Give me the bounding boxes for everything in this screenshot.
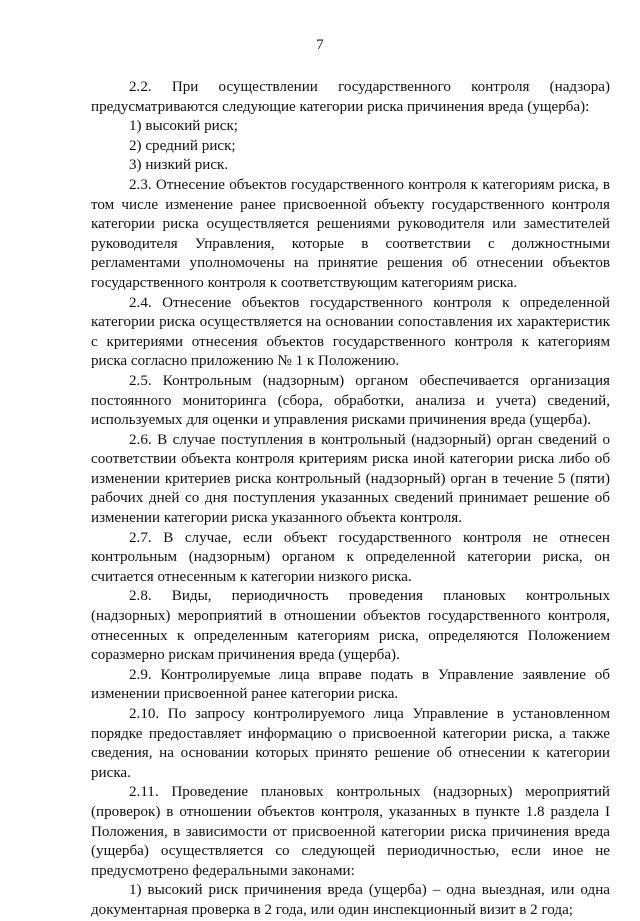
list-item-medium-risk: 2) средний риск;: [129, 137, 236, 154]
paragraph-2-7: 2.7. В случае, если объект государственного контроля не отнесен контрольным (надзорным) органом к определенной категории риска, он считается отнесенным к категории низкого риска.: [91, 529, 610, 585]
paragraph-2-9: 2.9. Контролируемые лица вправе подать в Управление заявление об изменении присвоенной ранее категории риска.: [91, 666, 610, 703]
paragraph-2-11-item-1: 1) высокий риск причинения вреда (ущерба) – одна выездная, или одна документарная проверка в 2 года, или один инспекционный визит в 2 года;: [91, 882, 610, 918]
paragraph-2-4: 2.4. Отнесение объектов государственного контроля к определенной категории риска осуществляется на основании сопоставления их характеристик с критериями отнесения объектов государственного контроля к категориям риска согласно приложению № 1 к Положению.: [91, 294, 610, 370]
paragraph-2-5: 2.5. Контрольным (надзорным) органом обеспечивается организация постоянного мониторинга (сбора, обработки, анализа и учета) сведений, используемых для оценки и управления рисками причинения вреда (ущерба).: [91, 372, 610, 429]
list-item-high-risk: 1) высокий риск;: [129, 118, 238, 135]
paragraph-2-2: 2.2. При осуществлении государственного контроля (надзора) предусматриваются следующие категории риска причинения вреда (ущерба):: [91, 79, 610, 115]
document-body: [91, 78, 610, 921]
paragraph-2-6: 2.6. В случае поступления в контрольный (надзорный) орган сведений о соответствии объекта контроля критериям риска иной категории риска либо об изменении критериев риска контрольный (надзорный) орган в течение 5 (пяти) рабочих дней со дня поступления указанных сведений принимает решение об изменении категории риска указанного объекта контроля.: [91, 431, 610, 527]
paragraph-2-11: 2.11. Проведение плановых контрольных (надзорных) мероприятий (проверок) в отношении объектов контроля, указанных в пункте 1.8 раздела I Положения, в зависимости от присвоенной категории риска причинения вреда (ущерба) осуществляется со следующей периодичностью, если иное не предусмотрено федеральными законами:: [91, 784, 610, 879]
list-item-low-risk: 3) низкий риск.: [129, 157, 229, 174]
paragraph-2-3: 2.3. Отнесение объектов государственного контроля к категориям риска, в том числе изменение ранее присвоенной объекту государственного контроля категории риска осуществляется решениями руководителя или заместителей руководителя Управления, которые в соответствии с должностными регламентами уполномочены на принятие решения об отнесении объектов государственного контроля к соответствующим категориям риска.: [91, 176, 610, 291]
paragraph-2-10: 2.10. По запросу контролируемого лица Управление в установленном порядке предоставляет информацию о присвоенной категории риска, а также сведения, на основании которых принято решение об отнесении к категории риска.: [91, 706, 610, 781]
paragraph-2-8: 2.8. Виды, периодичность проведения плановых контрольных (надзорных) мероприятий в отношении объектов государственного контроля, отнесенных к определенным категориям риска, определяются Положением соразмерно рискам причинения вреда (ущерба).: [91, 588, 610, 664]
page-number: 7: [316, 37, 324, 53]
